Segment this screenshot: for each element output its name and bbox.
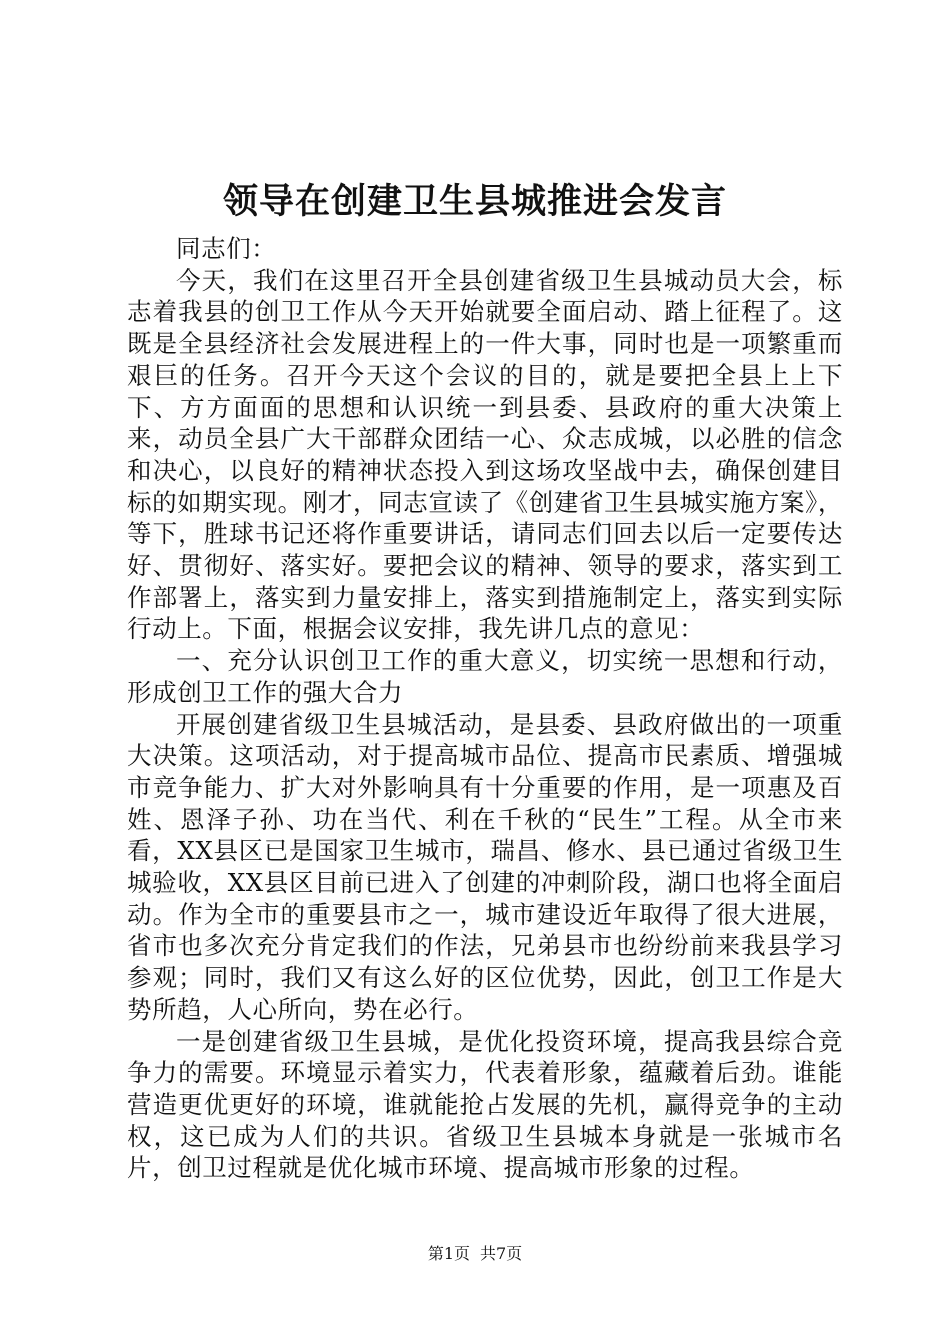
salutation: 同志们： [176, 234, 277, 263]
section-heading-1: 一、充分认识创卫工作的重大意义，切实统一思想和行动，形成创卫工作的强大合力 [127, 646, 843, 707]
paragraph-significance: 开展创建省级卫生县城活动，是县委、县政府做出的一项重大决策。这项活动，对于提高城市品位、提高市民素质、增强城市竞争能力、扩大对外影响具有十分重要的作用，是一项惠及百姓、恩泽子孙、功在当代、利在千秋的“民生”工程。从全市来看，XX县区已是国家卫生城市，瑞昌、修水、县已通过省级卫生城验收，XX县区目前已进入了创建的冲刺阶段，湖口也将全面启动。作为全市的重要县市之一，城市建设近年取得了很大进展，省市也多次充分肯定我们的作法，兄弟县市也纷纷前来我县学习参观；同时，我们又有这么好的区位优势，因此，创卫工作是大势所趋，人心所向，势在必行。 [127, 709, 843, 1024]
page-number: 第1页 [427, 1244, 470, 1263]
page-total: 共7页 [480, 1244, 523, 1263]
document-title: 领导在创建卫生县城推进会发言 [222, 181, 727, 222]
document-body [127, 233, 843, 1184]
paragraph-intro: 今天，我们在这里召开全县创建省级卫生县城动员大会，标志着我县的创卫工作从今天开始就要全面启动、踏上征程了。这既是全县经济社会发展进程上的一件大事，同时也是一项繁重而艰巨的任务。召开今天这个会议的目的，就是要把全县上上下下、方方面面的思想和认识统一到县委、县政府的重大决策上来，动员全县广大干部群众团结一心、众志成城，以必胜的信念和决心，以良好的精神状态投入到这场攻坚战中去，确保创建目标的如期实现。刚才，同志宣读了《创建省卫生县城实施方案》，等下，胜球书记还将作重要讲话，请同志们回去以后一定要传达好、贯彻好、落实好。要把会议的精神、领导的要求，落实到工作部署上，落实到力量安排上，落实到措施制定上，落实到实际行动上。下面，根据会议安排，我先讲几点的意见： [127, 265, 843, 644]
page-footer [0, 1243, 950, 1265]
paragraph-point-one: 一是创建省级卫生县城，是优化投资环境，提高我县综合竞争力的需要。环境显示着实力，代表着形象，蕴藏着后劲。谁能营造更优更好的环境，谁就能抢占发展的先机，赢得竞争的主动权，这已成为人们的共识。省级卫生县城本身就是一张城市名片，创卫过程就是优化城市环境、提高城市形象的过程。 [127, 1026, 843, 1183]
